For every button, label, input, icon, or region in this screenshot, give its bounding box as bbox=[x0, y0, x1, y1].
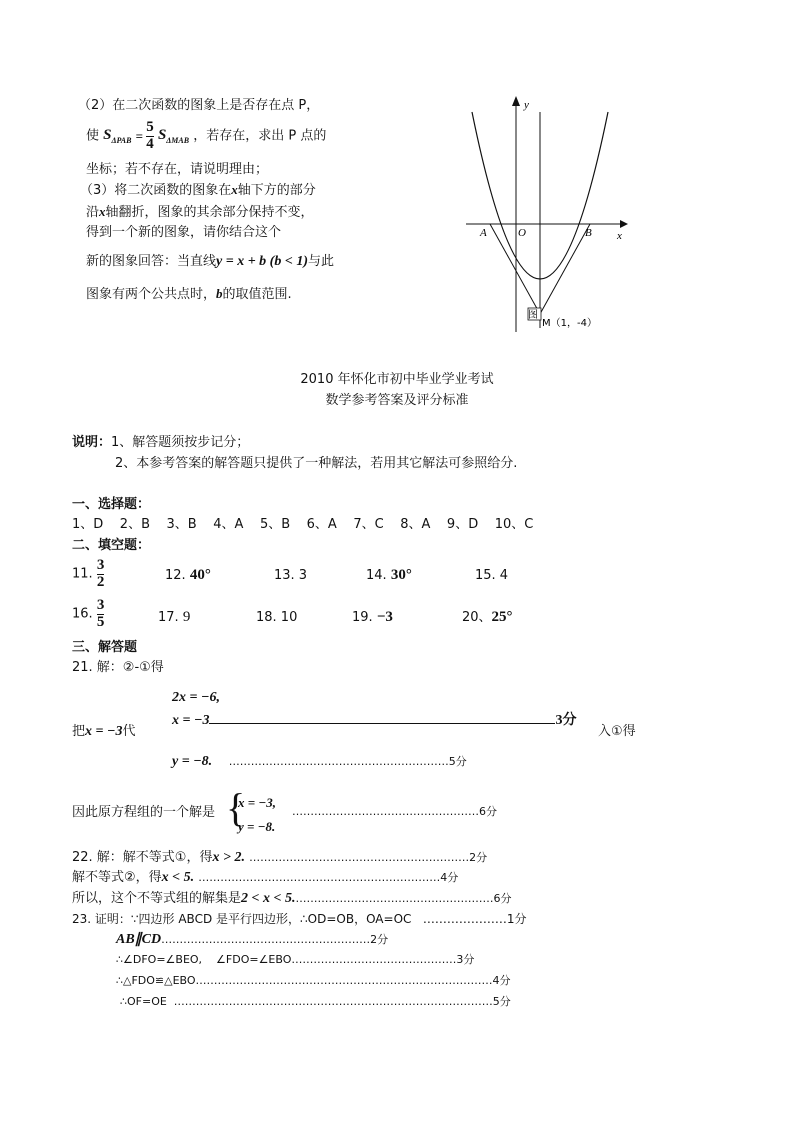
fill-19-label: 19. bbox=[352, 610, 373, 625]
q22-line-1-prefix: 22. 解：解不等式①，得 bbox=[72, 850, 213, 865]
fraction-denominator: 5 bbox=[96, 613, 105, 630]
s-symbol: S bbox=[103, 127, 112, 144]
problem-line-2-suffix: ，若存在，求出 P 点的 bbox=[193, 128, 327, 144]
problem-line-4-suffix: 轴下方的部分 bbox=[237, 183, 316, 198]
q21-step-d-score: ……………………………………………………5分 bbox=[228, 755, 467, 768]
q23-line-3: ∴∠DFO=∠BEO, ∠FDO=∠EBO………………………………………3分 bbox=[116, 953, 475, 966]
fill-17 bbox=[158, 608, 190, 626]
q21-step-a: 2x = −6, bbox=[172, 690, 220, 705]
segment-bm bbox=[540, 224, 590, 314]
fill-19-value: −3 bbox=[376, 609, 393, 625]
fill-12-value: 40° bbox=[189, 567, 211, 583]
note-line-2: 2、本参考答案的解答题只提供了一种解法，若用其它解法可参照给分. bbox=[115, 456, 518, 471]
problem-line-7 bbox=[86, 254, 334, 271]
q21-solution-y: y = −8. bbox=[238, 819, 276, 834]
q21-solution-x: x = −3, bbox=[238, 795, 277, 810]
var-x: x bbox=[231, 182, 238, 197]
fill-20-value: 25° bbox=[491, 609, 513, 625]
area-symbol-pab bbox=[103, 127, 132, 146]
var-x: x bbox=[99, 204, 106, 219]
section-choice-heading: 一、选择题： bbox=[72, 497, 151, 512]
label-fig: 图 bbox=[528, 310, 538, 321]
fraction-denominator: 4 bbox=[146, 135, 154, 152]
fill-14-value: 30° bbox=[390, 567, 412, 583]
area-symbol-mab bbox=[157, 127, 190, 146]
note-line-1 bbox=[72, 435, 249, 451]
label-x: x bbox=[617, 230, 622, 242]
problem-line-6: 得到一个新的图象，请你结合这个 bbox=[86, 225, 282, 240]
q22-line-2 bbox=[72, 870, 458, 887]
fill-15: 15. 4 bbox=[475, 568, 509, 583]
note-1: 1、解答题须按步记分； bbox=[111, 435, 250, 450]
var-b: b bbox=[216, 286, 223, 301]
fill-16 bbox=[72, 598, 104, 631]
q22-line-3-prefix: 所以，这个不等式组的解集是 bbox=[72, 891, 242, 906]
fraction-numerator: 5 bbox=[146, 119, 154, 135]
q22-line-1 bbox=[72, 850, 487, 867]
problem-line-5-suffix: 轴翻折，图象的其余部分保持不变， bbox=[105, 205, 314, 220]
q22-line-2-math: x < 5. bbox=[161, 870, 195, 885]
q21-substitute-prefix: 把 bbox=[72, 724, 86, 739]
problem-line-3: 坐标；若不存在，请说明理由； bbox=[86, 162, 269, 177]
label-o: O bbox=[518, 227, 526, 239]
label-m: M（1，-4） bbox=[542, 318, 597, 329]
problem-line-5 bbox=[86, 204, 314, 221]
q21-step-d bbox=[172, 754, 467, 771]
fill-20 bbox=[462, 608, 513, 626]
answer-title-1: 2010 年怀化市初中毕业学业考试 bbox=[300, 372, 494, 387]
problem-line-7-suffix: 与此 bbox=[308, 254, 335, 269]
fill-12 bbox=[165, 566, 211, 584]
fill-11 bbox=[72, 558, 104, 591]
q22-line-3-score: ………………………………………………6分 bbox=[295, 892, 512, 905]
q23-line-2 bbox=[116, 932, 388, 949]
q21-substitute-suffix: 代 bbox=[122, 724, 136, 739]
q22-line-1-math: x > 2. bbox=[212, 850, 245, 865]
s-subscript: ΔPAB bbox=[111, 136, 132, 146]
fill-20-label: 20、 bbox=[462, 610, 492, 625]
problem-line-2 bbox=[86, 120, 326, 153]
fill-17-value: 9 bbox=[182, 609, 191, 625]
q21-substitute bbox=[72, 724, 136, 741]
fill-14-label: 14. bbox=[366, 568, 387, 583]
q22-line-1-score: ……………………………………………………2分 bbox=[249, 851, 488, 864]
segment-am bbox=[490, 224, 540, 314]
q23-line-4: ∴△FDO≌△EBO………………………………………………………………………4分 bbox=[116, 974, 511, 987]
problem-line-8 bbox=[86, 286, 292, 303]
label-y: y bbox=[524, 99, 529, 111]
q21-substitute-math: x = −3 bbox=[85, 724, 123, 739]
fraction-denominator: 2 bbox=[96, 573, 105, 590]
q22-line-3-math: 2 < x < 5. bbox=[241, 891, 296, 906]
q21-step-d-math: y = −8. bbox=[172, 754, 213, 769]
equals-sign: = bbox=[135, 128, 147, 144]
q21-conclusion-prefix: 因此原方程组的一个解是 bbox=[72, 805, 216, 820]
problem-line-4 bbox=[80, 182, 316, 199]
fill-12-label: 12. bbox=[165, 568, 186, 583]
q21-step-b-line bbox=[209, 723, 555, 724]
system-brace: { bbox=[226, 785, 246, 830]
q23-line-1: 23. 证明：∵四边形 ABCD 是平行四边形，∴OD=OB，OA=OC …………………1分 bbox=[72, 912, 527, 926]
fill-14 bbox=[366, 566, 412, 584]
fill-16-fraction bbox=[97, 598, 105, 631]
q21-step-b bbox=[172, 713, 576, 730]
section-fill-heading: 二、填空题： bbox=[72, 538, 151, 553]
fraction-5-4 bbox=[146, 120, 154, 153]
q21-step-b-score: 3分 bbox=[555, 713, 577, 728]
label-a: A bbox=[480, 227, 487, 239]
problem-line-4-prefix: （3）将二次函数的图象在 bbox=[80, 183, 232, 198]
q21-intro: 21. 解：②-①得 bbox=[72, 660, 164, 675]
line-equation: y = x + b (b < 1) bbox=[216, 254, 308, 269]
q23-line-2-math: AB∥CD bbox=[116, 932, 162, 947]
fill-18: 18. 10 bbox=[256, 610, 298, 625]
q23-line-5: ∴OF=OE ……………………………………………………………………………5分 bbox=[120, 995, 511, 1008]
y-axis-arrow bbox=[512, 96, 520, 106]
fill-19 bbox=[352, 608, 393, 626]
answer-title-2: 数学参考答案及评分标准 bbox=[325, 393, 469, 408]
problem-line-1: （2）在二次函数的图象上是否存在点 P， bbox=[78, 98, 320, 113]
q23-line-2-score: …………………………………………………2分 bbox=[161, 933, 389, 946]
problem-line-8-suffix: 的取值范围. bbox=[222, 287, 292, 302]
problem-line-5-prefix: 沿 bbox=[86, 205, 100, 220]
fraction-numerator: 3 bbox=[96, 597, 105, 613]
problem-line-2-prefix: 使 bbox=[86, 128, 100, 144]
fill-11-fraction bbox=[97, 558, 105, 591]
q22-line-2-prefix: 解不等式②，得 bbox=[72, 870, 162, 885]
s-symbol: S bbox=[157, 127, 167, 144]
fill-17-label: 17. bbox=[158, 610, 179, 625]
problem-line-7-prefix: 新的图象回答：当直线 bbox=[86, 254, 217, 269]
section-solve-heading: 三、解答题 bbox=[72, 640, 138, 655]
q21-substitute-tail: 入①得 bbox=[598, 724, 636, 739]
fraction-numerator: 3 bbox=[96, 557, 105, 573]
q22-line-2-score: …………………………………………………………4分 bbox=[198, 871, 459, 884]
s-subscript: ΔMAB bbox=[166, 136, 190, 146]
q22-line-3 bbox=[72, 891, 511, 908]
q21-conclusion-score: ……………………………………………6分 bbox=[292, 805, 497, 818]
q21-step-b-math: x = −3 bbox=[172, 713, 210, 728]
problem-line-8-prefix: 图象有两个公共点时， bbox=[86, 287, 217, 302]
choice-answers: 1、D 2、B 3、B 4、A 5、B 6、A 7、C 8、A 9、D 10、C bbox=[72, 517, 534, 532]
parabola-graph bbox=[462, 92, 630, 336]
label-b: B bbox=[585, 227, 592, 239]
fill-16-label: 16. bbox=[72, 606, 93, 622]
fill-11-label: 11. bbox=[72, 566, 93, 582]
fill-13: 13. 3 bbox=[274, 568, 308, 583]
x-axis-arrow bbox=[620, 220, 628, 228]
note-label: 说明： bbox=[72, 435, 112, 450]
